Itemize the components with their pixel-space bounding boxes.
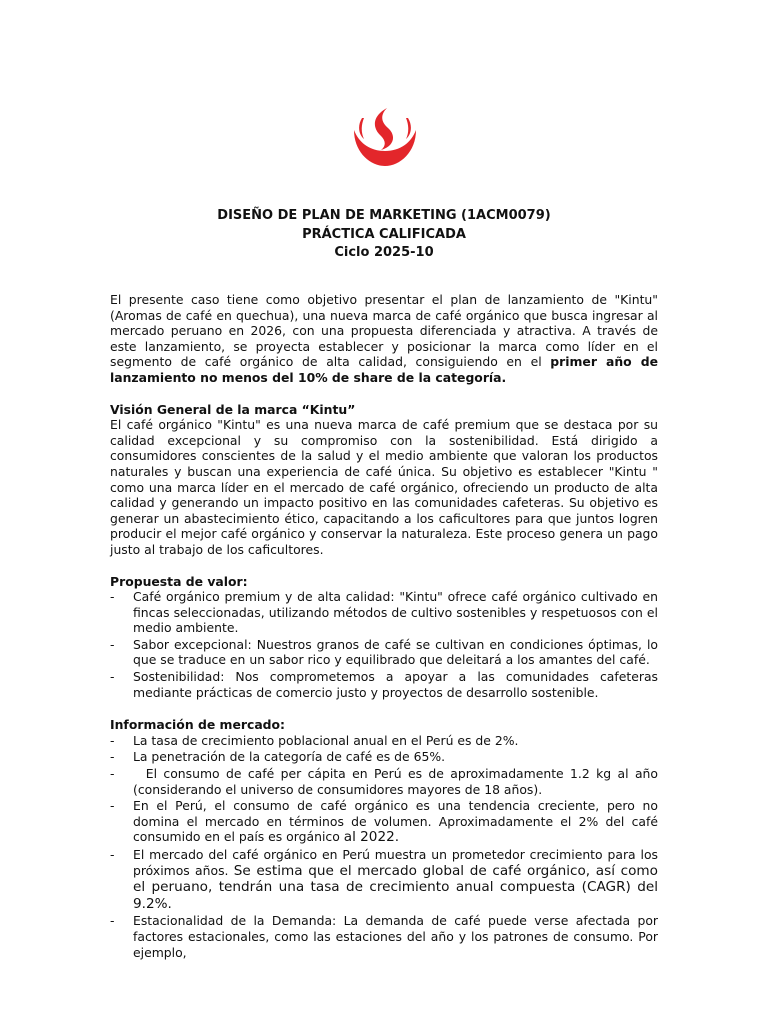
value-prop-heading: Propuesta de valor: xyxy=(110,573,248,589)
list-item: - Café orgánico premium y de alta calidad: "Kintu" ofrece café orgánico cultivado en fincas seleccionadas, utilizando métodos de cultivo sostenibles y respetuosos con el medio ambiente. xyxy=(110,589,658,636)
market-list xyxy=(110,732,662,960)
list-item: - Estacionalidad de la Demanda: La demanda de café puede verse afectada por factores estacionales, como las estaciones del año y los patrones de consumo. Por ejemplo, xyxy=(110,913,658,960)
list-item: - La tasa de crecimiento poblacional anual en el Perú es de 2%. xyxy=(110,733,658,749)
vision-paragraph: El café orgánico "Kintu" es una nueva marca de café premium que se destaca por su calidad excepcional y su compromiso con la sostenibilidad. Está dirigido a consumidores conscientes de la salud y el medio ambiente que valoran los productos naturales y buscan una experiencia de café única. Su objetivo es establecer "Kintu " como una marca líder en el mercado de café orgánico, ofreciendo un producto de alta calidad y generando un impacto positivo en las comunidades cafeteras. Su objetivo es generar un abastecimiento ético, capacitando a los caficultores para que juntos logren producir el mejor café orgánico y conservar la naturaleza. Este proceso genera un pago justo al trabajo de los caficultores. xyxy=(110,417,658,557)
market-heading: Información de mercado: xyxy=(110,717,286,733)
list-item: - El consumo de café per cápita en Perú es de aproximadamente 1.2 kg al año (considerando el universo de consumidores mayores de 18 años). xyxy=(110,766,658,797)
document-body xyxy=(110,292,662,961)
intro-paragraph: El presente caso tiene como objetivo presentar el plan de lanzamiento de "Kintu" (Aromas de café en quechua), una nueva marca de café orgánico que busca ingresar al mercado peruano en 2026, con una propuesta diferenciada y atractiva. A través de este lanzamiento, se proyecta establecer y posicionar la marca como líder en el segmento de café orgánico de alta calidad, consiguiendo en el primer año de lanzamiento no menos del 10% de share de la categoría. xyxy=(110,292,658,385)
university-flame-logo-icon xyxy=(350,106,420,168)
list-item: - Sostenibilidad: Nos comprometemos a apoyar a las comunidades cafeteras mediante prácticas de comercio justo y proyectos de desarrollo sostenible. xyxy=(110,669,658,700)
list-item: - El mercado del café orgánico en Perú muestra un prometedor crecimiento para los próximos años. Se estima que el mercado global de café orgánico, así como el peruano, tendrán una tasa de crecimiento anual compuesta (CAGR) del 9.2%. xyxy=(110,847,658,912)
vision-heading: Visión General de la marca “Kintu” xyxy=(110,401,356,417)
list-item: - En el Perú, el consumo de café orgánico es una tendencia creciente, pero no domina el mercado en términos de volumen. Aproximadamente el 2% del café consumido en el país es orgánico al 2022. xyxy=(110,798,658,846)
cycle-label: Ciclo 2025-10 xyxy=(334,245,434,260)
list-item: - La penetración de la categoría de café es de 65%. xyxy=(110,749,658,765)
intro-highlight: primer año de lanzamiento no menos del 10% de share de la categoría. xyxy=(110,354,658,385)
exam-type: PRÁCTICA CALIFICADA xyxy=(302,226,466,242)
value-prop-list xyxy=(110,589,658,700)
course-title: DISEÑO DE PLAN DE MARKETING (1ACM0079) xyxy=(217,208,551,223)
document-title xyxy=(0,207,768,263)
list-item: - Sabor excepcional: Nuestros granos de café se cultivan en condiciones óptimas, lo que se traduce en un sabor rico y equilibrado que deleitará a los amantes del café. xyxy=(110,637,658,668)
